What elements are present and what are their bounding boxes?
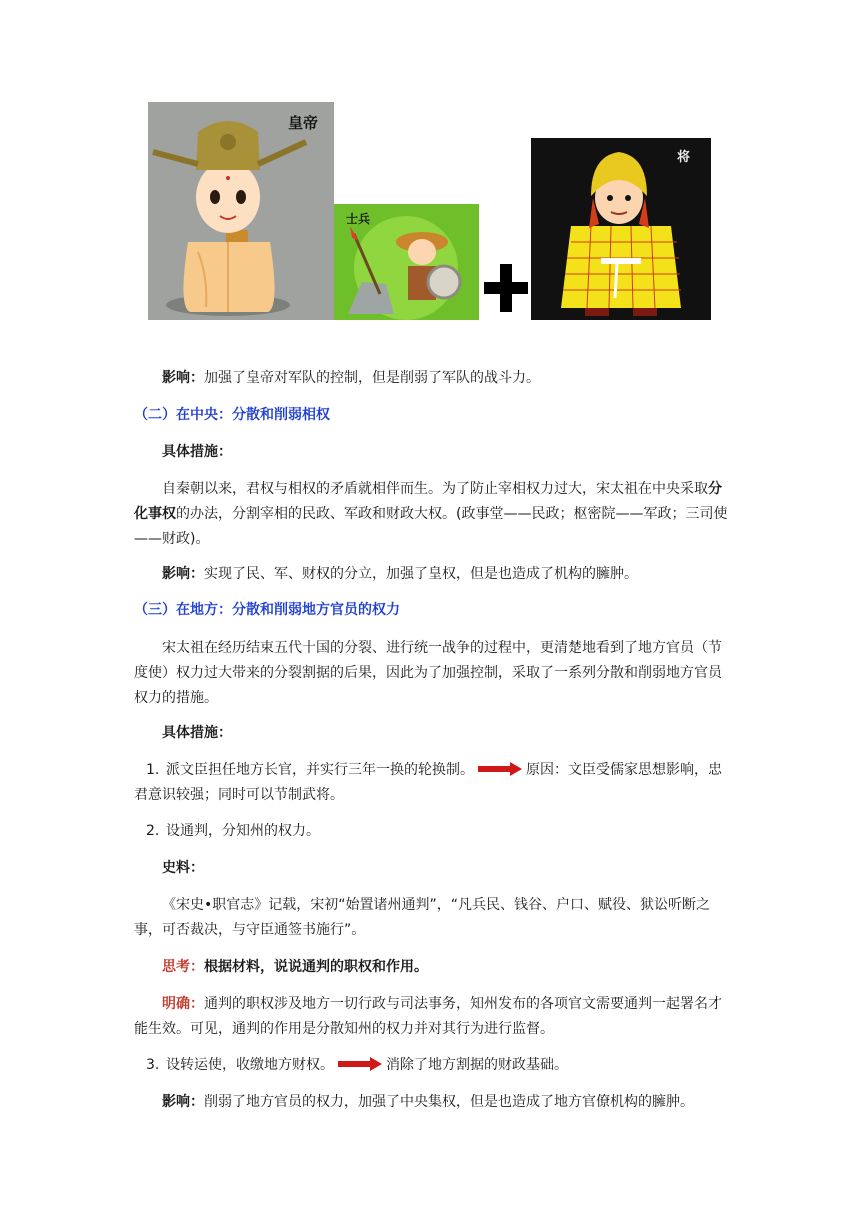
think-text: 根据材料，说说通判的职权和作用。	[204, 959, 428, 975]
item-result: 消除了地方割据的财政基础。	[386, 1057, 568, 1073]
source-label: 史料：	[162, 860, 204, 876]
paragraph-bold-term: 分化事权	[134, 481, 722, 522]
soldier-label: 士兵	[346, 212, 371, 226]
emperor-cartoon-image	[148, 102, 334, 320]
measures-label-1: 具体措施：	[162, 444, 232, 460]
item-number: 3.	[146, 1057, 160, 1073]
influence-paragraph-1	[134, 366, 730, 391]
source-paragraph: 《宋史•职官志》记载，宋初“始置诸州通判”，“凡兵民、钱谷、户口、赋役、狱讼听断之事，可否裁决，与守臣通签书施行”。	[134, 897, 711, 938]
local-power-paragraph: 宋太祖在经历结束五代十国的分裂、进行统一战争的过程中，更清楚地看到了地方官员（节度使）权力过大带来的分裂割据的后果，因此为了加强控制，采取了一系列分散和削弱地方官员权力的措施。	[134, 640, 722, 706]
general-cartoon-image	[531, 138, 711, 320]
measures-label-2: 具体措施：	[162, 725, 232, 741]
paragraph-text-part2: 的办法，分割宰相的民政、军政和财政大权。(政事堂——民政；枢密院——军政；三司使——财政)。	[134, 506, 728, 547]
influence-paragraph-2	[134, 562, 730, 587]
item-text: 设通判，分知州的权力。	[166, 823, 320, 839]
illustration-figure	[148, 102, 718, 322]
measure-item-1	[134, 758, 730, 808]
answer-paragraph	[134, 992, 730, 1042]
influence-text: 加强了皇帝对军队的控制，但是削弱了军队的战斗力。	[204, 370, 540, 386]
soldier-cartoon-image	[334, 204, 479, 320]
think-label: 思考：	[162, 959, 204, 975]
measure-item-2	[134, 819, 730, 844]
item-number: 2.	[146, 823, 160, 839]
item-text: 派文臣担任地方长官，并实行三年一换的轮换制。	[166, 762, 474, 778]
influence-label: 影响：	[162, 566, 204, 582]
measure-item-3	[134, 1053, 730, 1078]
section-heading-3: （三）在地方：分散和削弱地方官员的权力	[134, 602, 400, 618]
general-label: 将	[677, 150, 691, 165]
item-reason: 原因：文臣受儒家思想影响，忠君意识较强；同时可以节制武将。	[134, 762, 722, 803]
influence-text: 削弱了地方官员的权力，加强了中央集权，但是也造成了地方官僚机构的臃肿。	[204, 1094, 694, 1110]
answer-label: 明确：	[162, 996, 204, 1012]
right-arrow-icon	[338, 1057, 382, 1071]
plus-icon	[482, 258, 530, 318]
section-heading-2: （二）在中央：分散和削弱相权	[134, 407, 330, 423]
right-arrow-icon	[478, 762, 522, 776]
emperor-label: 皇帝	[288, 114, 319, 132]
influence-label: 影响：	[162, 370, 204, 386]
influence-text: 实现了民、军、财权的分立，加强了皇权，但是也造成了机构的臃肿。	[204, 566, 638, 582]
influence-label: 影响：	[162, 1094, 204, 1110]
influence-paragraph-3	[134, 1090, 730, 1115]
central-power-paragraph	[134, 477, 730, 552]
think-paragraph	[134, 955, 730, 980]
paragraph-text-part1: 自秦朝以来，君权与相权的矛盾就相伴而生。为了防止宰相权力过大，宋太祖在中央采取	[162, 481, 708, 497]
answer-text: 通判的职权涉及地方一切行政与司法事务，知州发布的各项官文需要通判一起署名才能生效。可见，通判的作用是分散知州的权力并对其行为进行监督。	[134, 996, 722, 1037]
item-number: 1.	[146, 762, 160, 778]
item-text: 设转运使，收缴地方财权。	[166, 1057, 334, 1073]
